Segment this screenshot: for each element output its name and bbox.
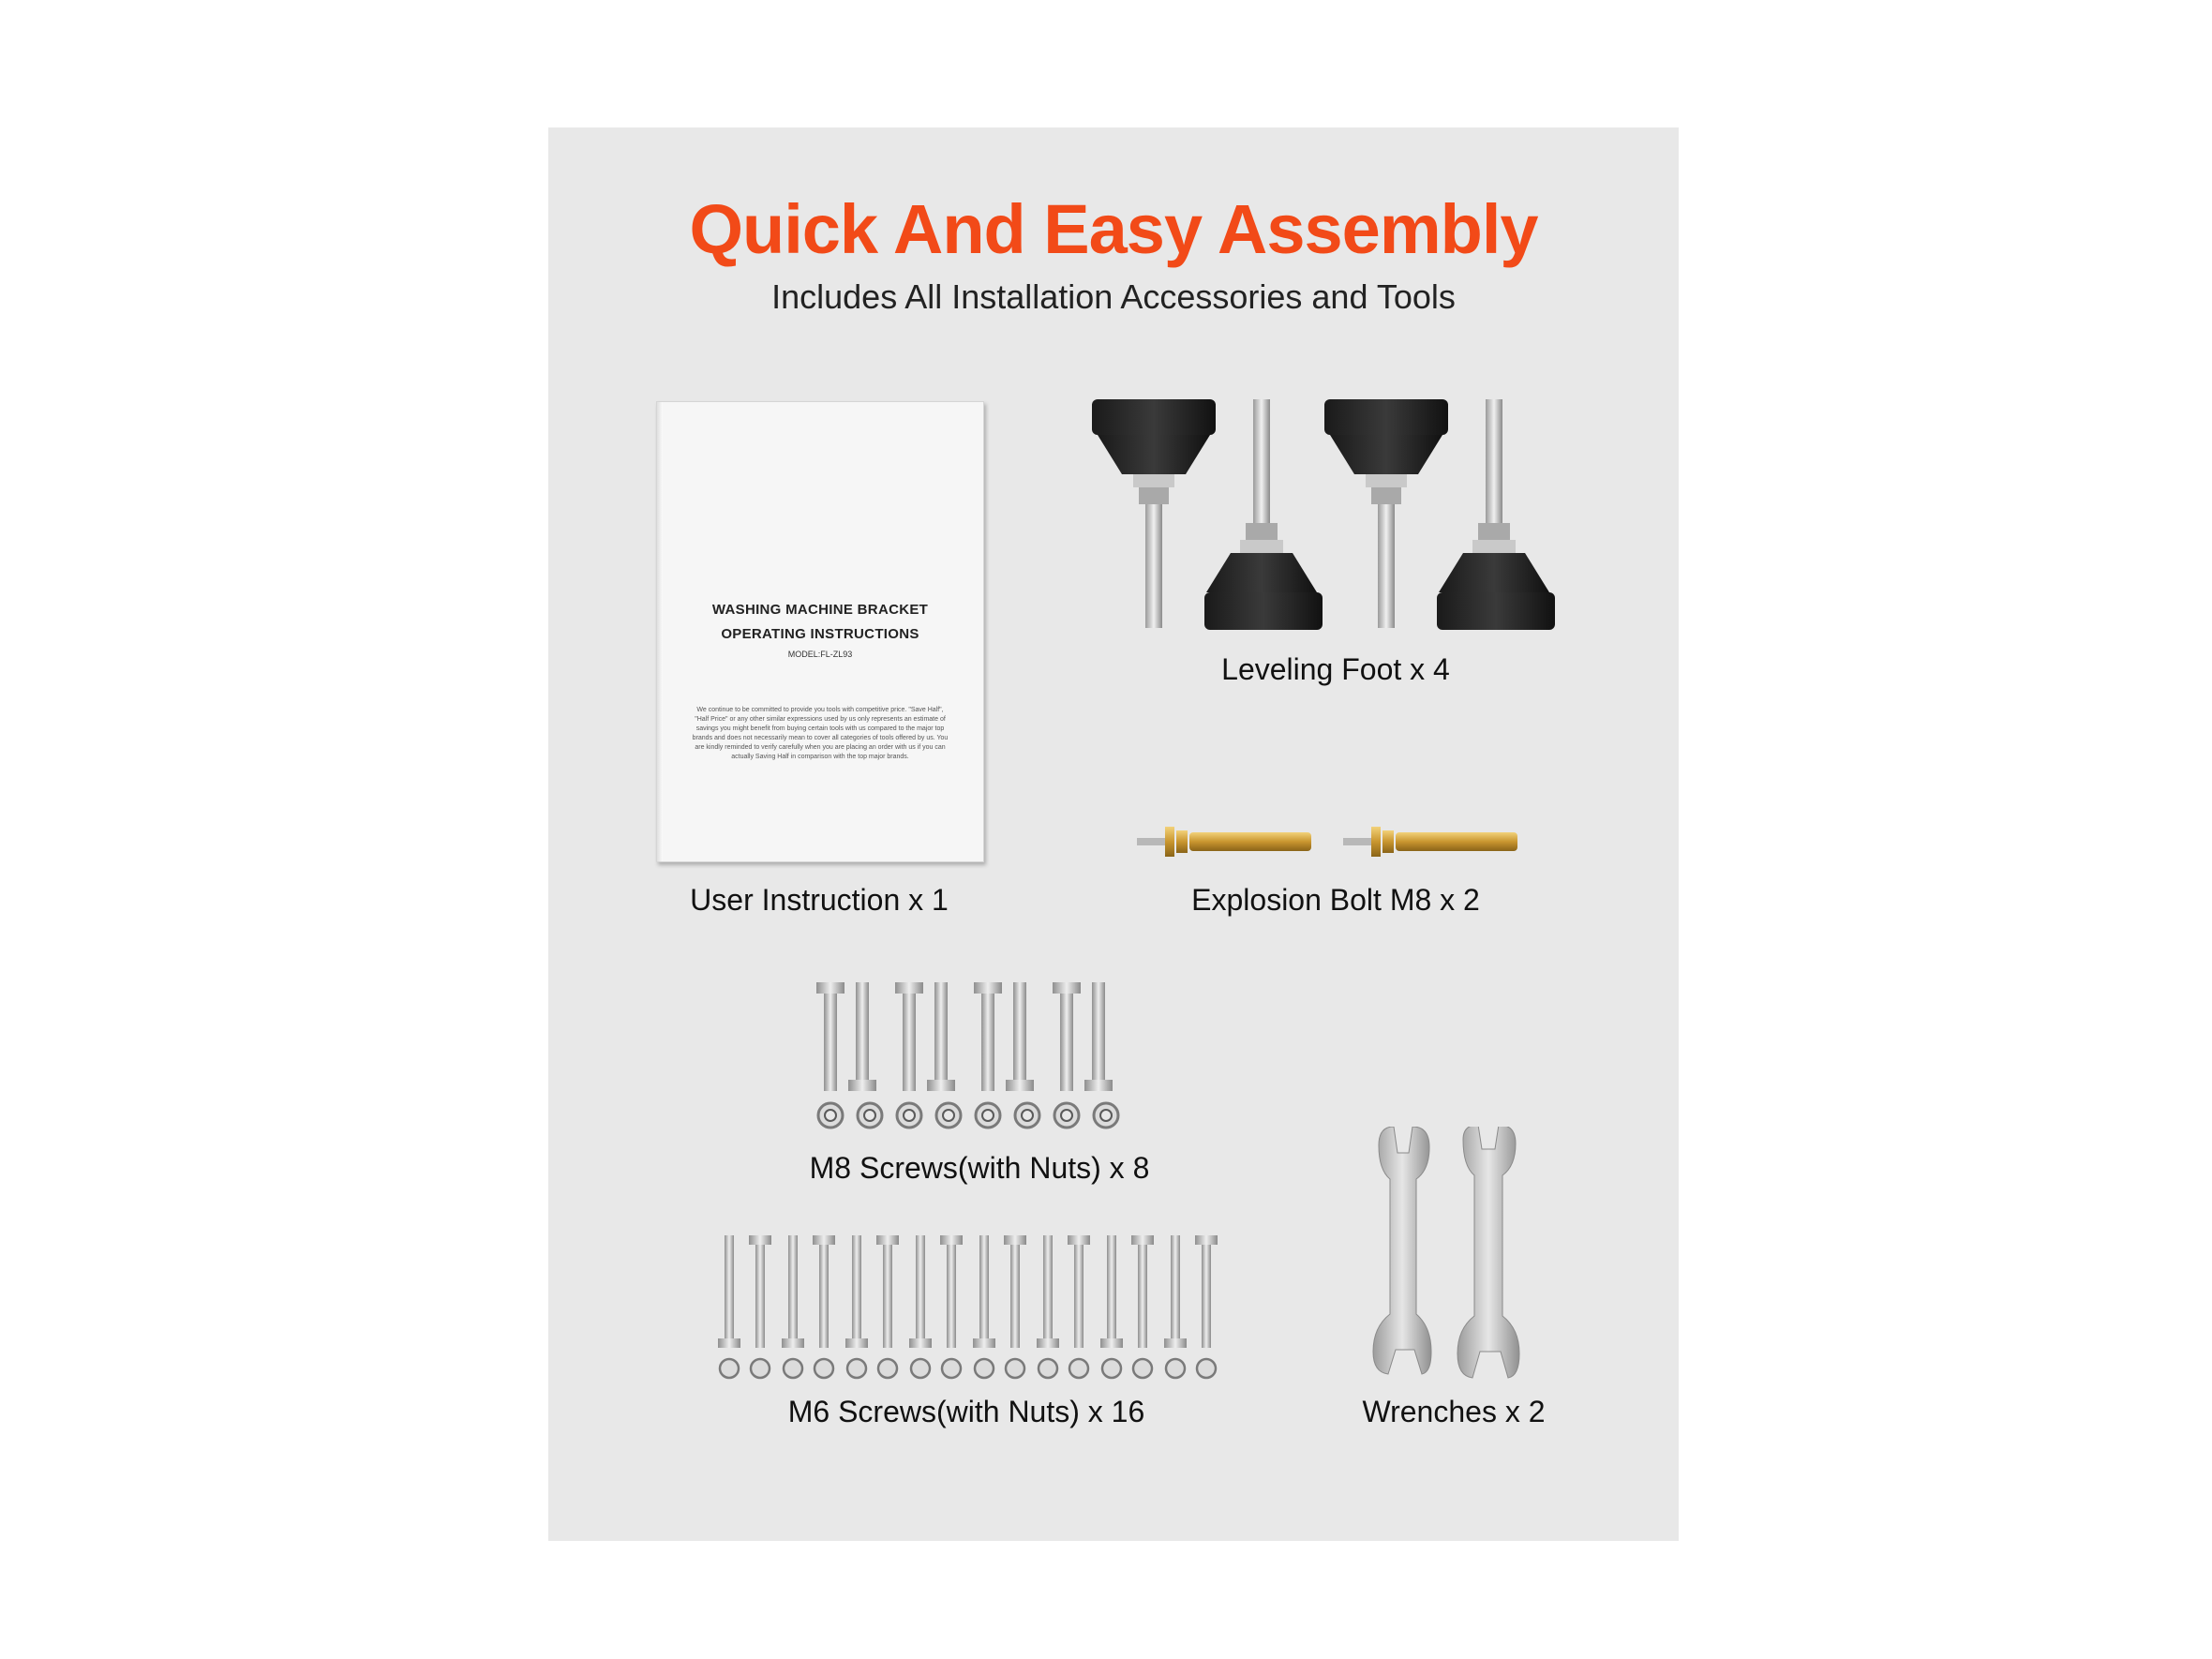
m8-screws-label: M8 Screws(with Nuts) x 8 — [809, 1151, 1150, 1185]
explosion-bolt-label: Explosion Bolt M8 x 2 — [1191, 883, 1480, 917]
m8-screw-row — [816, 982, 1113, 1091]
leveling-foot-label: Leveling Foot x 4 — [1221, 652, 1450, 686]
explosion-bolt-2 — [1343, 827, 1517, 857]
m6-screws-label: M6 Screws(with Nuts) x 16 — [787, 1395, 1145, 1428]
m6-screws-image — [713, 1235, 1219, 1385]
explosion-bolts-image — [1137, 819, 1531, 866]
wrenches-image — [1369, 1127, 1538, 1389]
booklet-title-line2: OPERATING INSTRUCTIONS — [721, 626, 919, 642]
wrench-2 — [1457, 1127, 1519, 1378]
leveling-foot-3 — [1324, 399, 1448, 628]
explosion-bolt-1 — [1137, 827, 1311, 857]
product-panel — [548, 127, 1679, 1541]
m6-nut-row — [720, 1359, 1216, 1378]
leveling-foot-2 — [1204, 399, 1323, 630]
m6-screw-row — [718, 1235, 1218, 1348]
leveling-feet-image — [1092, 399, 1579, 765]
m8-screws-image — [811, 982, 1148, 1132]
booklet-paragraph: We continue to be committed to provide you tools with competitive price. "Save Half", "Half Price" or any other similar expressions used by us only represents an estimate of savings you might benefit from buying certain tools with us compared to the major top brands and does not necessarily mean to cover all categories of tools offered by us. You are kindly reminded to verify carefully when you are placing an order with us if you can actually Saving Half in comparison with the top major brands. — [692, 707, 949, 760]
wrenches-label: Wrenches x 2 — [1362, 1395, 1546, 1428]
wrench-1 — [1373, 1127, 1431, 1374]
leveling-foot-4 — [1437, 399, 1555, 630]
booklet-model: MODEL:FL-ZL93 — [787, 650, 853, 659]
instruction-label: User Instruction x 1 — [690, 883, 949, 917]
booklet-title-line1: WASHING MACHINE BRACKET — [711, 602, 929, 618]
leveling-foot-1 — [1092, 399, 1216, 628]
page-subtitle: Includes All Installation Accessories and Tools — [771, 277, 1456, 316]
page-title: Quick And Easy Assembly — [689, 190, 1538, 268]
instruction-booklet — [656, 401, 984, 862]
